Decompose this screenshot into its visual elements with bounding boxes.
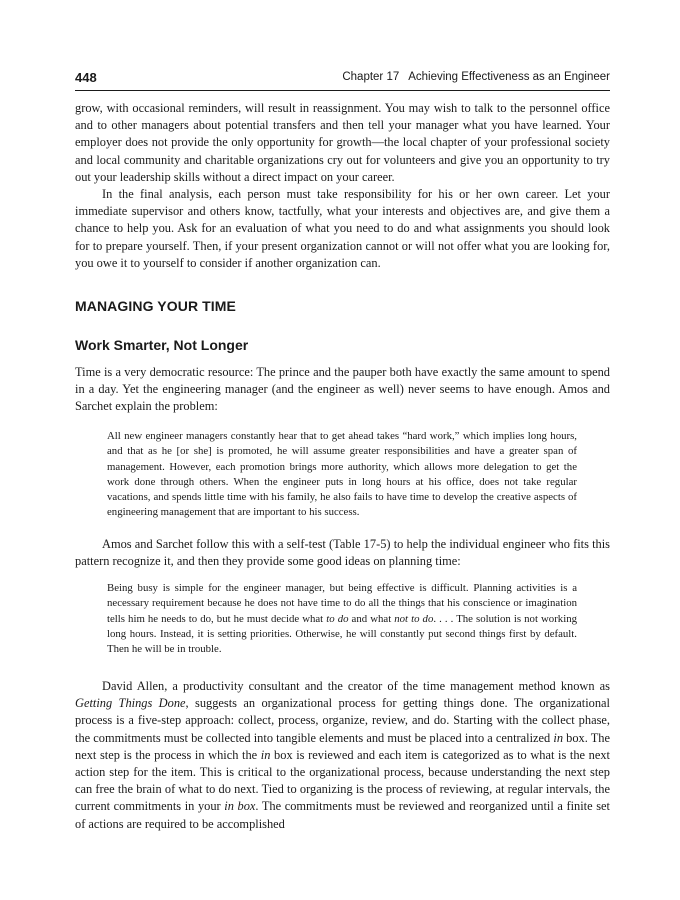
section-heading: MANAGING YOUR TIME bbox=[75, 298, 236, 314]
emphasis: in box bbox=[224, 799, 256, 814]
book-title: Getting Things Done bbox=[75, 696, 186, 711]
subsection-heading: Work Smarter, Not Longer bbox=[75, 337, 249, 353]
block-quote: All new engineer managers constantly hear that to get ahead takes “hard work,” which implies long hours, and that as he [or she] is promoted, he will assume greater responsibilities and have a greater span of management. However, each promotion brings more authority, which allows more delegation to get the work done through others. When the engineer puts in long hours at his office, does not take regular vacations, and spends little time with his family, he also fails to have time to develop the creative aspects of engineering management that are important to his success. bbox=[107, 430, 577, 519]
emphasis: in bbox=[553, 730, 564, 745]
intro-paragraphs bbox=[75, 100, 610, 272]
body-paragraph-block bbox=[75, 678, 610, 833]
body-paragraph: In the final analysis, each person must take responsibility for his or her own career. Let your immediate supervisor and others know, tactfully, what your interests and objectives are, and give them a chance to help you. Ask for an evaluation of what you need to do and what assignments you should look for to prepare yourself. Then, if your present organization cannot or will not offer what you are looking for, you owe it to yourself to consider if another organization can. bbox=[75, 187, 610, 270]
body-paragraph: grow, with occasional reminders, will result in reassignment. You may wish to talk to the personnel office and to other managers about potential transfers and then tell your manager what you have learned. Your employer does not provide the only opportunity for growth—the local chapter of your professional society and local community and charitable organizations cry out for volunteers and give you an opportunity to try out your leadership skills without a direct impact on your career. bbox=[75, 101, 610, 184]
emphasis: in bbox=[260, 747, 271, 762]
page-number: 448 bbox=[75, 70, 97, 85]
running-head: Chapter 17 Achieving Effectiveness as an Engineer bbox=[342, 71, 610, 83]
body-paragraph: Amos and Sarchet follow this with a self-test (Table 17-5) to help the individual engineer who fits this pattern recognize it, and then they provide some good ideas on planning time: bbox=[75, 537, 610, 569]
page-header bbox=[75, 70, 610, 88]
body-paragraph-block bbox=[75, 536, 610, 570]
body-paragraph-block bbox=[75, 364, 610, 416]
body-paragraph: David Allen, a productivity consultant and the creator of the time management method known as Getting Things Done, suggests an organizational process for getting things done. The organizational process is a five-step approach: collect, process, organize, review, and do. Starting with the collect phase, the commitments must be collected into tangible elements and must be placed into a centralized in box. The next step is the process in which the in box is reviewed and each item is categorized as to what is the next action step for the item. This is critical to the organizational process, because understanding the next step can free the brain of what to do next. Tied to organizing is the process of reviewing, at regular intervals, the current commitments in your in box. The commitments must be reviewed and reorganized until a finite set of actions are required to be accomplished bbox=[75, 679, 611, 831]
emphasis: not to do bbox=[394, 612, 434, 625]
header-rule bbox=[75, 90, 610, 91]
emphasis: to do bbox=[326, 612, 349, 625]
block-quote: Being busy is simple for the engineer manager, but being effective is difficult. Planning activities is a necessary requirement because he does not have time to do all the things that his conscience or imagination tells him he needs to do, but he must decide what to do and what not to do. . . . The solution is not working long hours. Instead, it is setting priorities. Otherwise, he will constantly put second things first by default. Then he will be in trouble. bbox=[107, 582, 577, 656]
body-paragraph: Time is a very democratic resource: The prince and the pauper both have exactly the same amount to spend in a day. Yet the engineering manager (and the engineer as well) never seems to have enough. Amos and Sarchet explain the problem: bbox=[75, 365, 610, 414]
